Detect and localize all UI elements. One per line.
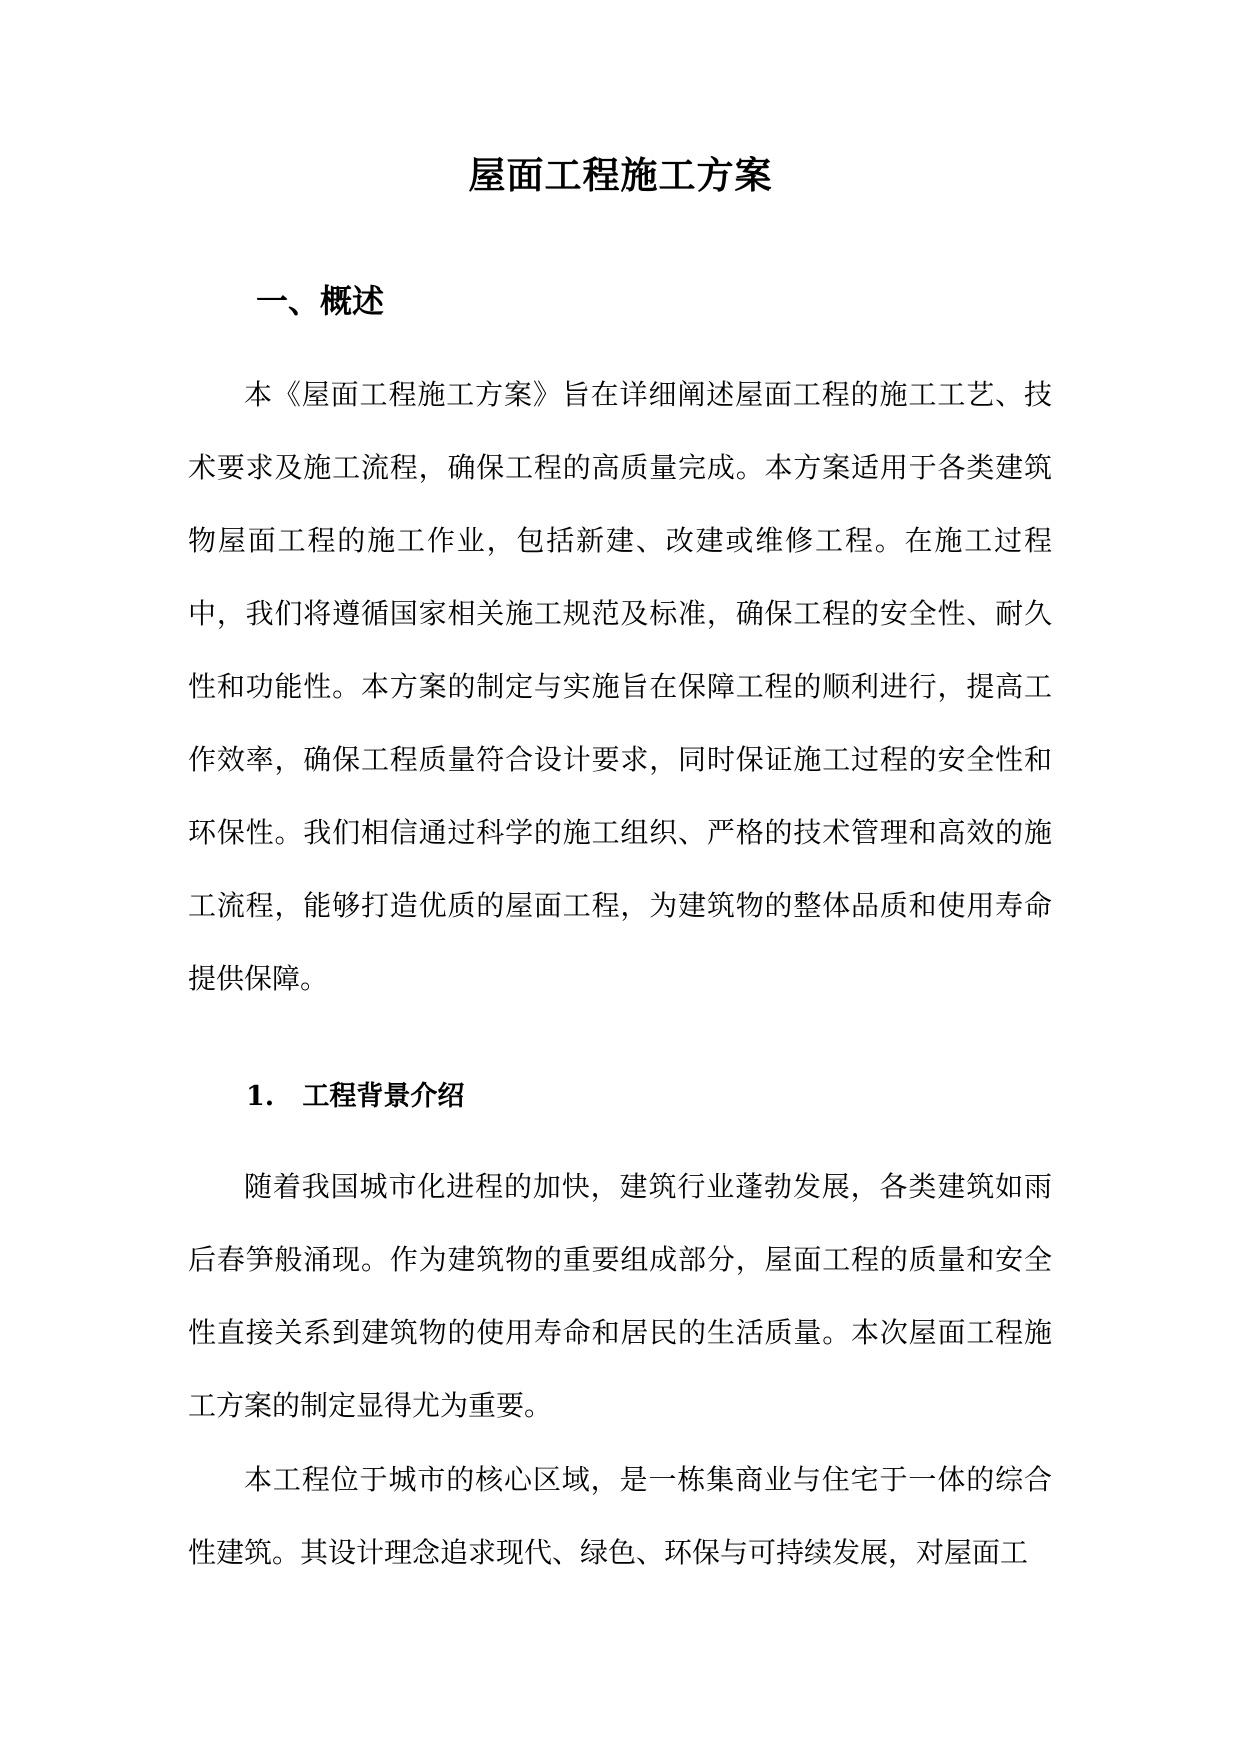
subsection-heading-background: 1. 工程背景介绍: [246, 1081, 465, 1112]
overview-paragraph: 本《屋面工程施工方案》旨在详细阐述屋面工程的施工工艺、技术要求及施工流程，确保工程的高质量完成。本方案适用于各类建筑物屋面工程的施工作业，包括新建、改建或维修工程。在施工过程中，我们将遵循国家相关施工规范及标准，确保工程的安全性、耐久性和功能性。本方案的制定与实施旨在保障工程的顺利进行，提高工作效率，确保工程质量符合设计要求，同时保证施工过程的安全性和环保性。我们相信通过科学的施工组织、严格的技术管理和高效的施工流程，能够打造优质的屋面工程，为建筑物的整体品质和使用寿命提供保障。: [188, 378, 1052, 995]
background-paragraph-2: 本工程位于城市的核心区域，是一栋集商业与住宅于一体的综合性建筑。其设计理念追求现代、绿色、环保与可持续发展，对屋面工: [188, 1463, 1052, 1569]
section-heading-overview: 一、概述: [256, 282, 385, 320]
document-title: 屋面工程施工方案: [468, 153, 773, 197]
background-paragraph-1: 随着我国城市化进程的加快，建筑行业蓬勃发展，各类建筑如雨后春笋般涌现。作为建筑物的重要组成部分，屋面工程的质量和安全性直接关系到建筑物的使用寿命和居民的生活质量。本次屋面工程施工方案的制定显得尤为重要。: [188, 1170, 1052, 1422]
